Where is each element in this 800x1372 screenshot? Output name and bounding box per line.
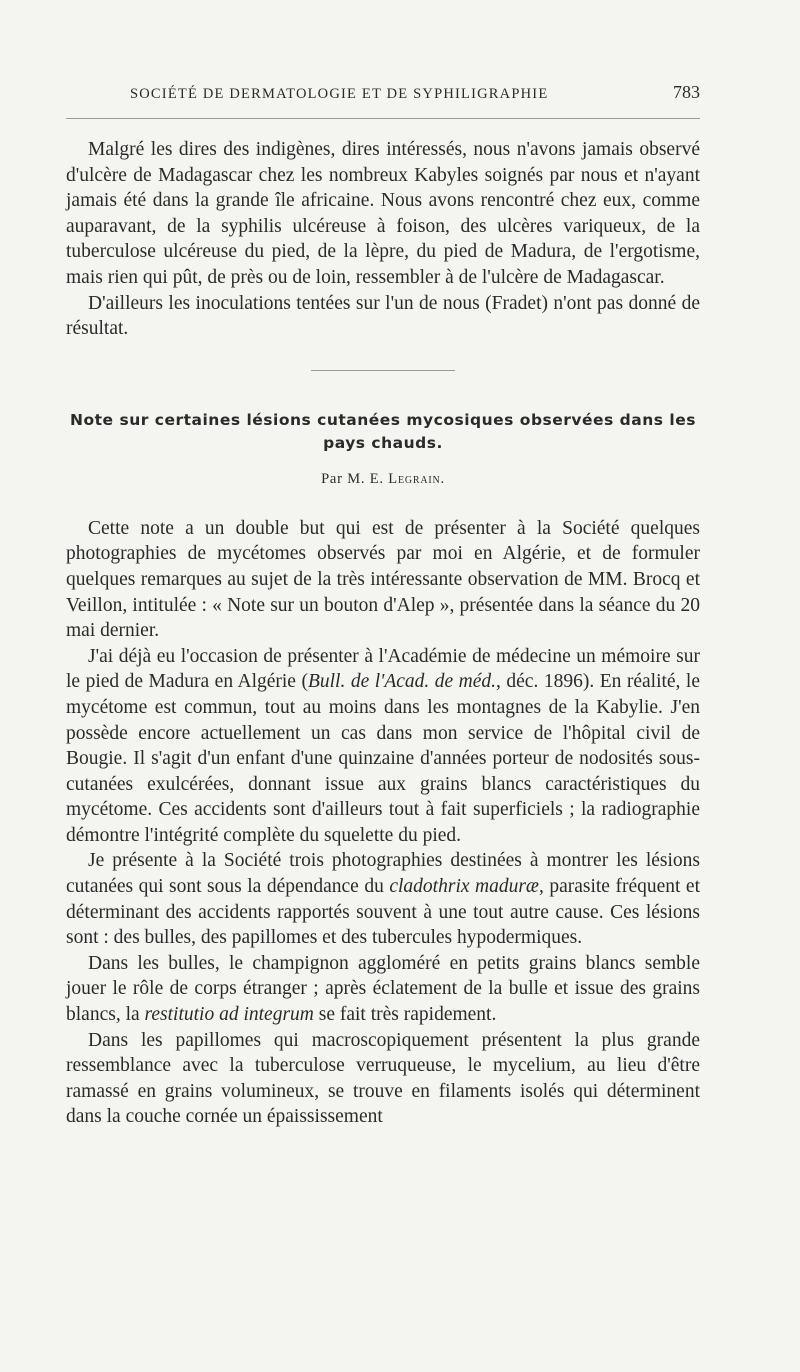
species-name: cladothrix maduræ [389,876,539,898]
author-name: Legrain. [388,470,445,487]
paragraph-4-text-b: se fait très rapidement. [313,1004,497,1026]
article-title: Note sur certaines lésions cutanées mycosiques observées dans les pays chauds. [70,410,696,452]
page-number: 783 [673,82,700,102]
paragraph-3-text-b: , parasite fréquent et déterminant des accidents rapportés souvent à une tout autre cause. Ces lésions sont : des bulles, des papillomes et des tubercules hypodermiques. [66,876,701,949]
body-paragraph-2 [66,644,700,849]
book-page [66,70,700,1130]
paragraph-2-text-a: J'ai déjà eu l'occasion de présenter à l'Académie de médecine un mémoire sur le pied de Madura en Algérie ( [66,645,700,693]
header-rule [66,118,700,119]
section-divider [311,370,455,371]
body-paragraph-5: Dans les papillomes qui macroscopiquement présentent la plus grande ressemblance avec la tuberculose verruqueuse, le mycelium, au lieu d'être ramassé en grains volumineux, se trouve en filaments isolés qui déterminent dans la couche cornée un épaississement [66,1029,700,1128]
paragraph-2-text-b: , déc. 1896). En réalité, le mycétome est commun, tout au moins dans les montagnes de la Kabylie. J'en possède encore actuellement un cas dans mon service de l'hôpital civil de Bougie. Il s'agit d'un enfant d'une quinzaine d'années porteur de nodosités sous-cutanées exulcérées, donnant issue aux grains blancs caractéristiques du mycétome. Ces accidents sont d'ailleurs tout à fait superficiels ; la radiographie démontre l'intégrité complète du squelette du pied. [66,671,701,846]
running-title: SOCIÉTÉ DE DERMATOLOGIE ET DE SYPHILIGRAPHIE [130,86,549,102]
body-paragraph-1: Cette note a un double but qui est de présenter à la Société quelques photographies de mycétomes observés par moi en Algérie, et de formuler quelques remarques au sujet de la très intéressante observation de MM. Brocq et Veillon, intitulée : « Note sur un bouton d'Alep », présentée dans la séance du 20 mai dernier. [66,517,700,642]
body-paragraph-4 [66,951,700,1028]
paragraph-3-text-a: Je présente à la Société trois photographies destinées à montrer les lésions cutanées qui sont sous la dépendance du [66,850,700,898]
running-head [66,70,700,110]
intro-paragraph-2: D'ailleurs les inoculations tentées sur l'un de nous (Fradet) n'ont pas donné de résultat. [66,292,700,340]
byline [66,471,700,488]
latin-phrase: restitutio ad integrum [144,1004,314,1026]
intro-paragraph-1: Malgré les dires des indigènes, dires intéressés, nous n'avons jamais observé d'ulcère de Madagascar chez les nombreux Kabyles soignés par nous et n'ayant jamais été dans la grande île africaine. Nous avons rencontré chez eux, comme auparavant, de la syphilis ulcéreuse à foison, des ulcères variqueux, de la tuberculose ulcéreuse du pied, de la lèpre, du pied de Madura, de l'ergotisme, mais rien qui pût, de près ou de loin, ressembler à de l'ulcère de Madagascar. [66,139,700,288]
paragraph-4-text-a: Dans les bulles, le champignon aggloméré en petits grains blancs semble jouer le rôle de corps étranger ; après éclatement de la bulle et issue des grains blancs, la [66,952,700,1026]
byline-prefix: Par M. E. [321,470,384,487]
body-paragraph-3 [66,848,700,950]
journal-reference: Bull. de l'Acad. de méd. [307,671,497,693]
